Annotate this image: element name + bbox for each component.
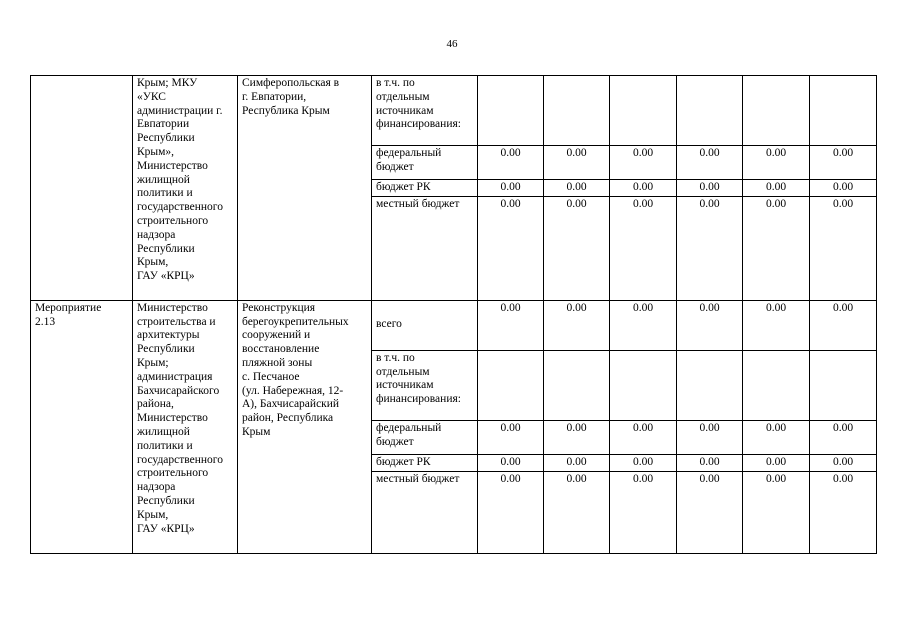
- source-label: местный бюджет: [372, 196, 478, 300]
- value-cell: 0.00: [544, 180, 610, 197]
- value-cell: 0.00: [677, 146, 743, 180]
- value-cell: 0.00: [743, 180, 810, 197]
- value-cell: 0.00: [610, 420, 677, 454]
- value-cell: 0.00: [810, 196, 877, 300]
- value-cell: [743, 76, 810, 146]
- value-cell: 0.00: [677, 300, 743, 350]
- value-cell: 0.00: [610, 180, 677, 197]
- measure-cell: [31, 76, 133, 301]
- table-row: [31, 76, 877, 146]
- value-cell: 0.00: [478, 180, 544, 197]
- value-cell: 0.00: [743, 420, 810, 454]
- value-cell: 0.00: [544, 196, 610, 300]
- value-cell: 0.00: [544, 300, 610, 350]
- value-cell: 0.00: [743, 454, 810, 471]
- value-cell: 0.00: [743, 300, 810, 350]
- value-cell: 0.00: [810, 180, 877, 197]
- value-cell: 0.00: [478, 471, 544, 553]
- value-cell: [610, 76, 677, 146]
- value-cell: 0.00: [478, 146, 544, 180]
- source-label: в т.ч. по отдельным источникам финансирования:: [372, 350, 478, 420]
- value-cell: [610, 350, 677, 420]
- value-cell: [478, 76, 544, 146]
- value-cell: 0.00: [677, 454, 743, 471]
- value-cell: 0.00: [610, 471, 677, 553]
- value-cell: 0.00: [810, 420, 877, 454]
- source-label: бюджет РК: [372, 180, 478, 197]
- value-cell: 0.00: [544, 454, 610, 471]
- value-cell: 0.00: [544, 471, 610, 553]
- value-cell: 0.00: [743, 146, 810, 180]
- value-cell: 0.00: [810, 471, 877, 553]
- value-cell: [810, 350, 877, 420]
- value-cell: 0.00: [610, 300, 677, 350]
- value-cell: 0.00: [677, 420, 743, 454]
- source-label: всего: [372, 300, 478, 350]
- value-cell: [544, 76, 610, 146]
- value-cell: 0.00: [677, 180, 743, 197]
- value-cell: 0.00: [478, 420, 544, 454]
- source-label: федеральный бюджет: [372, 420, 478, 454]
- object-cell: Реконструкция берегоукрепительных сооружений и восстановление пляжной зоны с. Песчаное (ул. Набережная, 12- А), Бахчисарайский район, Республика Крым: [238, 300, 372, 553]
- value-cell: [677, 76, 743, 146]
- source-label: местный бюджет: [372, 471, 478, 553]
- value-cell: 0.00: [743, 196, 810, 300]
- value-cell: 0.00: [677, 471, 743, 553]
- value-cell: 0.00: [544, 146, 610, 180]
- executor-cell: Министерство строительства и архитектуры Республики Крым; администрация Бахчисарайского района, Министерство жилищной политики и государственного строительного надзора Республики Крым, ГАУ «КРЦ»: [133, 300, 238, 553]
- financing-table: [30, 75, 877, 554]
- value-cell: [478, 350, 544, 420]
- value-cell: 0.00: [810, 454, 877, 471]
- value-cell: 0.00: [677, 196, 743, 300]
- value-cell: [544, 350, 610, 420]
- executor-cell: Крым; МКУ «УКС администрации г. Евпатории Республики Крым», Министерство жилищной политики и государственного строительного надзора Республики Крым, ГАУ «КРЦ»: [133, 76, 238, 301]
- value-cell: 0.00: [810, 300, 877, 350]
- page-number: 46: [446, 38, 458, 50]
- value-cell: [743, 350, 810, 420]
- value-cell: [810, 76, 877, 146]
- source-label: федеральный бюджет: [372, 146, 478, 180]
- value-cell: 0.00: [610, 146, 677, 180]
- value-cell: 0.00: [478, 300, 544, 350]
- value-cell: 0.00: [743, 471, 810, 553]
- source-label: в т.ч. по отдельным источникам финансирования:: [372, 76, 478, 146]
- measure-cell: Мероприятие 2.13: [31, 300, 133, 553]
- source-label: бюджет РК: [372, 454, 478, 471]
- value-cell: 0.00: [610, 196, 677, 300]
- value-cell: 0.00: [544, 420, 610, 454]
- value-cell: 0.00: [478, 454, 544, 471]
- value-cell: 0.00: [810, 146, 877, 180]
- value-cell: 0.00: [478, 196, 544, 300]
- value-cell: [677, 350, 743, 420]
- object-cell: Симферопольская в г. Евпатории, Республика Крым: [238, 76, 372, 301]
- table-row: [31, 300, 877, 350]
- value-cell: 0.00: [610, 454, 677, 471]
